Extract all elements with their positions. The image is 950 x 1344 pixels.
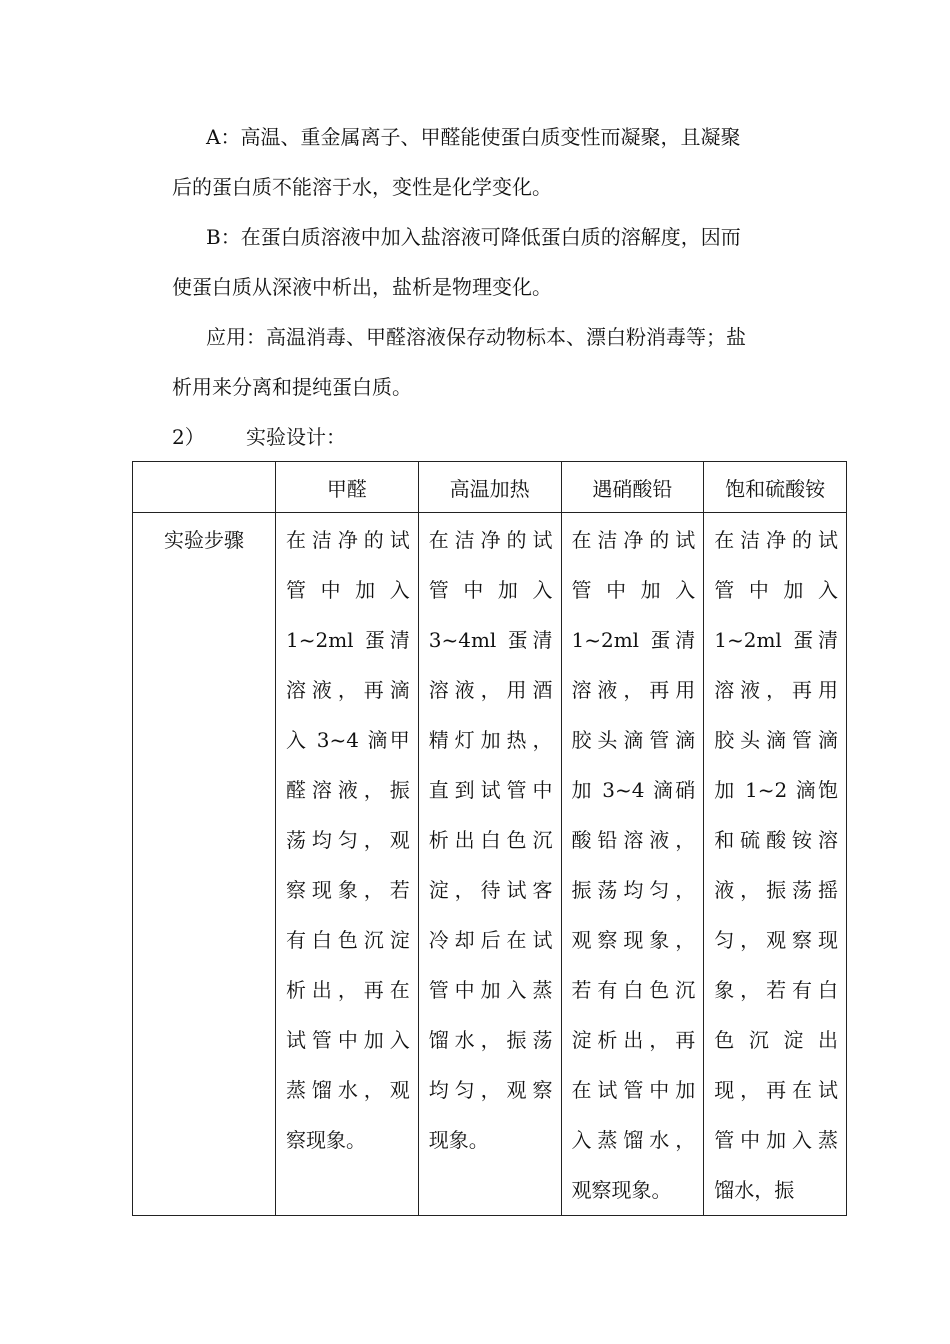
cell-line: 在洁净的试: [428, 528, 553, 552]
cell-line: 匀，观察现: [714, 928, 838, 952]
cell-line: 析出，再在: [286, 978, 410, 1002]
cell-text-lead-nitrate: [562, 513, 704, 1215]
table-cell: [561, 513, 704, 1216]
cell-line: 胶头滴管滴: [571, 728, 696, 752]
cell-line: 试管中加入: [286, 1028, 410, 1052]
cell-line: 1~2ml 蛋清: [571, 628, 696, 652]
cell-line: 管中加入: [571, 578, 696, 602]
cell-line: 精灯加热，: [428, 728, 553, 752]
table-header-cell: 遇硝酸铅: [561, 462, 704, 513]
cell-text-ammonium-sulfate: [704, 513, 846, 1215]
cell-line: 现象。: [428, 1128, 489, 1152]
cell-text-formaldehyde: [276, 513, 418, 1165]
table-cell: [418, 513, 561, 1216]
cell-line: 胶头滴管滴: [714, 728, 838, 752]
cell-line: 察现象，若: [286, 878, 410, 902]
paragraph-b: [172, 212, 812, 312]
table-header-cell: 甲醛: [276, 462, 419, 513]
section-heading: [172, 412, 346, 462]
table-cell: [704, 513, 847, 1216]
cell-line: 和硫酸铵溶: [714, 828, 838, 852]
cell-line: 溶液，再用: [714, 678, 838, 702]
cell-line: 醛溶液，振: [286, 778, 410, 802]
cell-line: 液，振荡摇: [714, 878, 838, 902]
table-header-cell: 饱和硫酸铵: [704, 462, 847, 513]
table-header-cell: [133, 462, 276, 513]
cell-line: 蒸馏水，观: [286, 1078, 410, 1102]
cell-line: 若有白色沉: [571, 978, 696, 1002]
row-label-cell: [133, 513, 276, 1216]
cell-line: 在洁净的试: [286, 528, 410, 552]
cell-line: 溶液，用酒: [428, 678, 553, 702]
cell-line: 管中加入: [286, 578, 410, 602]
section-number: 2）: [172, 425, 205, 449]
cell-line: 入蒸馏水，: [571, 1128, 696, 1152]
table-header-row: [133, 462, 847, 513]
paragraph-line: 应用：高温消毒、甲醛溶液保存动物标本、漂白粉消毒等；盐: [206, 325, 746, 349]
cell-line: 直到试管中: [428, 778, 553, 802]
table-row: [133, 513, 847, 1216]
cell-line: 析出白色沉: [428, 828, 553, 852]
cell-line: 酸铅溶液，: [571, 828, 696, 852]
cell-line: 在试管中加: [571, 1078, 696, 1102]
paragraph-application: [172, 312, 812, 412]
row-label: 实验步骤: [164, 528, 244, 552]
cell-line: 观察现象。: [571, 1178, 672, 1202]
cell-line: 观察现象，: [571, 928, 696, 952]
cell-line: 在洁净的试: [571, 528, 696, 552]
cell-line: 冷却后在试: [428, 928, 553, 952]
cell-line: 加 1~2 滴饱: [714, 778, 838, 802]
cell-line: 有白色沉淀: [286, 928, 410, 952]
cell-line: 现，再在试: [714, 1078, 838, 1102]
cell-line: 入 3~4 滴甲: [286, 728, 410, 752]
cell-line: 加 3~4 滴硝: [571, 778, 696, 802]
cell-line: 振荡均匀，: [571, 878, 696, 902]
cell-line: 溶液，再用: [571, 678, 696, 702]
cell-line: 管中加入蒸: [428, 978, 553, 1002]
cell-line: 象，若有白: [714, 978, 838, 1002]
cell-line: 1~2ml 蛋清: [714, 628, 838, 652]
cell-line: 馏水，振荡: [428, 1028, 553, 1052]
cell-line: 均匀，观察: [428, 1078, 553, 1102]
cell-line: 管中加入: [714, 578, 838, 602]
paragraph-a: [172, 112, 812, 212]
paragraph-line: 使蛋白质从深液中析出，盐析是物理变化。: [172, 275, 552, 299]
paragraph-line: A：高温、重金属离子、甲醛能使蛋白质变性而凝聚，且凝聚: [206, 125, 741, 149]
experiment-table: [132, 461, 847, 1216]
cell-line: 馏水，振: [714, 1178, 795, 1202]
cell-line: 淀，待试客: [428, 878, 553, 902]
cell-line: 管中加入蒸: [714, 1128, 838, 1152]
cell-line: 淀析出，再: [571, 1028, 696, 1052]
paragraph-line: 后的蛋白质不能溶于水，变性是化学变化。: [172, 175, 552, 199]
section-title: 实验设计：: [246, 425, 346, 449]
cell-text-heating: [419, 513, 561, 1165]
table-cell: [276, 513, 419, 1216]
cell-line: 管中加入: [428, 578, 553, 602]
cell-line: 色沉淀出: [714, 1028, 838, 1052]
cell-line: 荡均匀，观: [286, 828, 410, 852]
cell-line: 3~4ml 蛋清: [428, 628, 553, 652]
paragraph-line: 析用来分离和提纯蛋白质。: [172, 375, 412, 399]
cell-line: 溶液，再滴: [286, 678, 410, 702]
cell-line: 察现象。: [286, 1128, 366, 1152]
cell-line: 在洁净的试: [714, 528, 838, 552]
cell-line: 1~2ml 蛋清: [286, 628, 410, 652]
paragraph-line: B：在蛋白质溶液中加入盐溶液可降低蛋白质的溶解度，因而: [206, 225, 741, 249]
table-header-cell: 高温加热: [418, 462, 561, 513]
